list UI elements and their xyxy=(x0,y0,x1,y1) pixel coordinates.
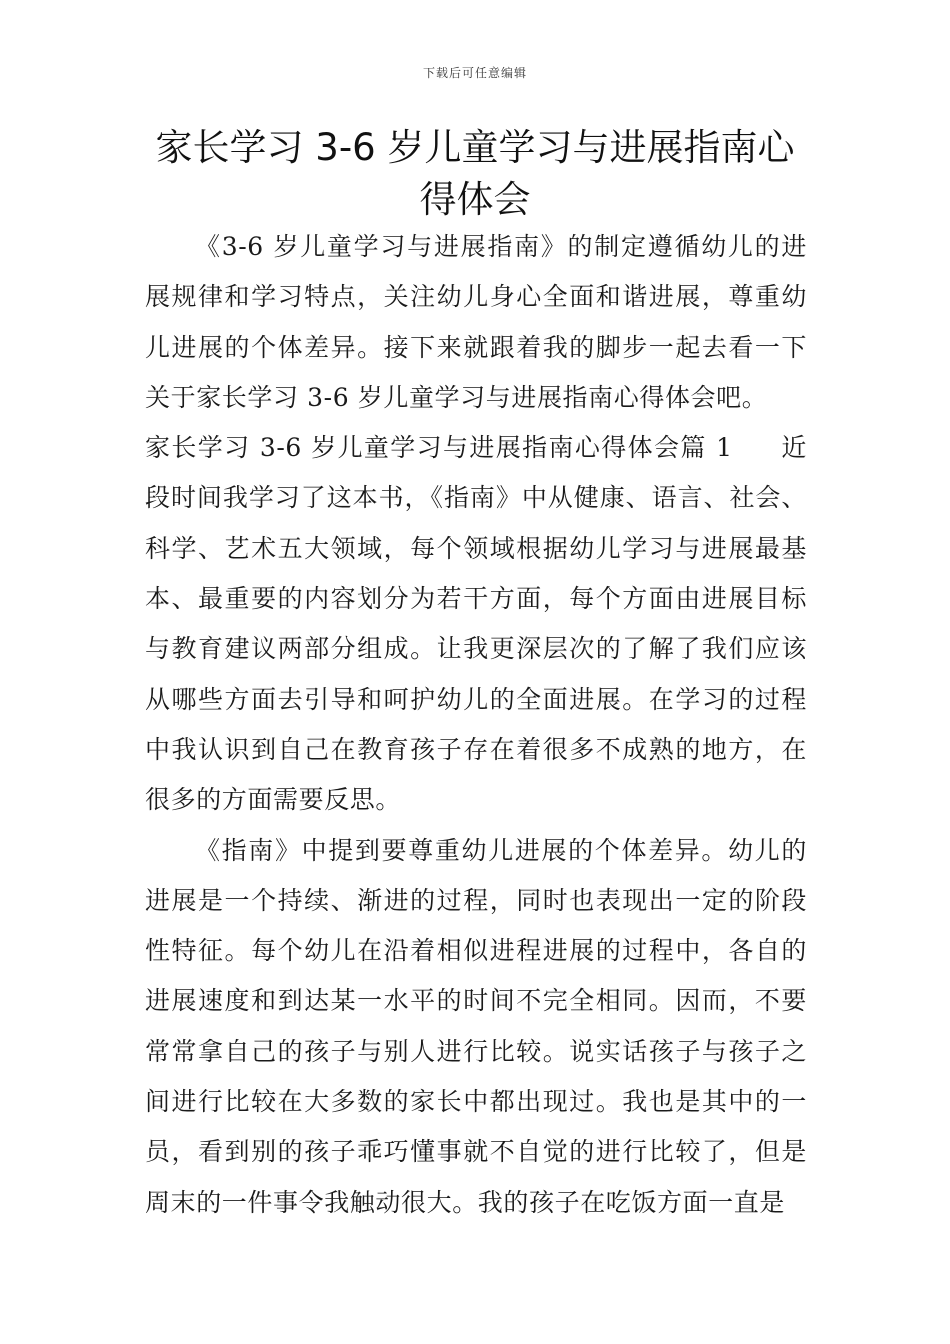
section-paragraph-2: 《指南》中提到要尊重幼儿进展的个体差异。幼儿的进展是一个持续、渐进的过程，同时也表现出一定的阶段性特征。每个幼儿在沿着相似进程进展的过程中，各自的进展速度和到达某一水平的时间不完全相同。因而，不要常常拿自己的孩子与别人进行比较。说实话孩子与孩子之间进行比较在大多数的家长中都出现过。我也是其中的一员，看到别的孩子乖巧懂事就不自觉的进行比较了，但是周末的一件事令我触动很大。我的孩子在吃饭方面一直是 xyxy=(145,835,807,1217)
document-body xyxy=(145,222,807,1228)
header-note: 下载后可任意编辑 xyxy=(422,66,527,80)
section-heading: 家长学习 3-6 岁儿童学习与进展指南心得体会篇 1 xyxy=(145,433,733,463)
section-paragraph-1-text: 近段时间我学习了这本书，《指南》中从健康、语言、社会、科学、艺术五大领域，每个领域根据幼儿学习与进展最基本、最重要的内容划分为若干方面，每个方面由进展目标与教育建议两部分组成。让我更深层次的了解了我们应该从哪些方面去引导和呵护幼儿的全面进展。在学习的过程中我认识到自己在教育孩子存在着很多不成熟的地方，在很多的方面需要反思。 xyxy=(145,433,807,815)
section-paragraph-1 xyxy=(145,423,807,825)
document-title: 家长学习 3-6 岁儿童学习与进展指南心得体会 xyxy=(155,126,795,221)
intro-paragraph: 《3-6 岁儿童学习与进展指南》的制定遵循幼儿的进展规律和学习特点，关注幼儿身心全面和谐进展，尊重幼儿进展的个体差异。接下来就跟着我的脚步一起去看一下关于家长学习 3-6 岁儿童学习与进展指南心得体会吧。 xyxy=(145,232,807,412)
